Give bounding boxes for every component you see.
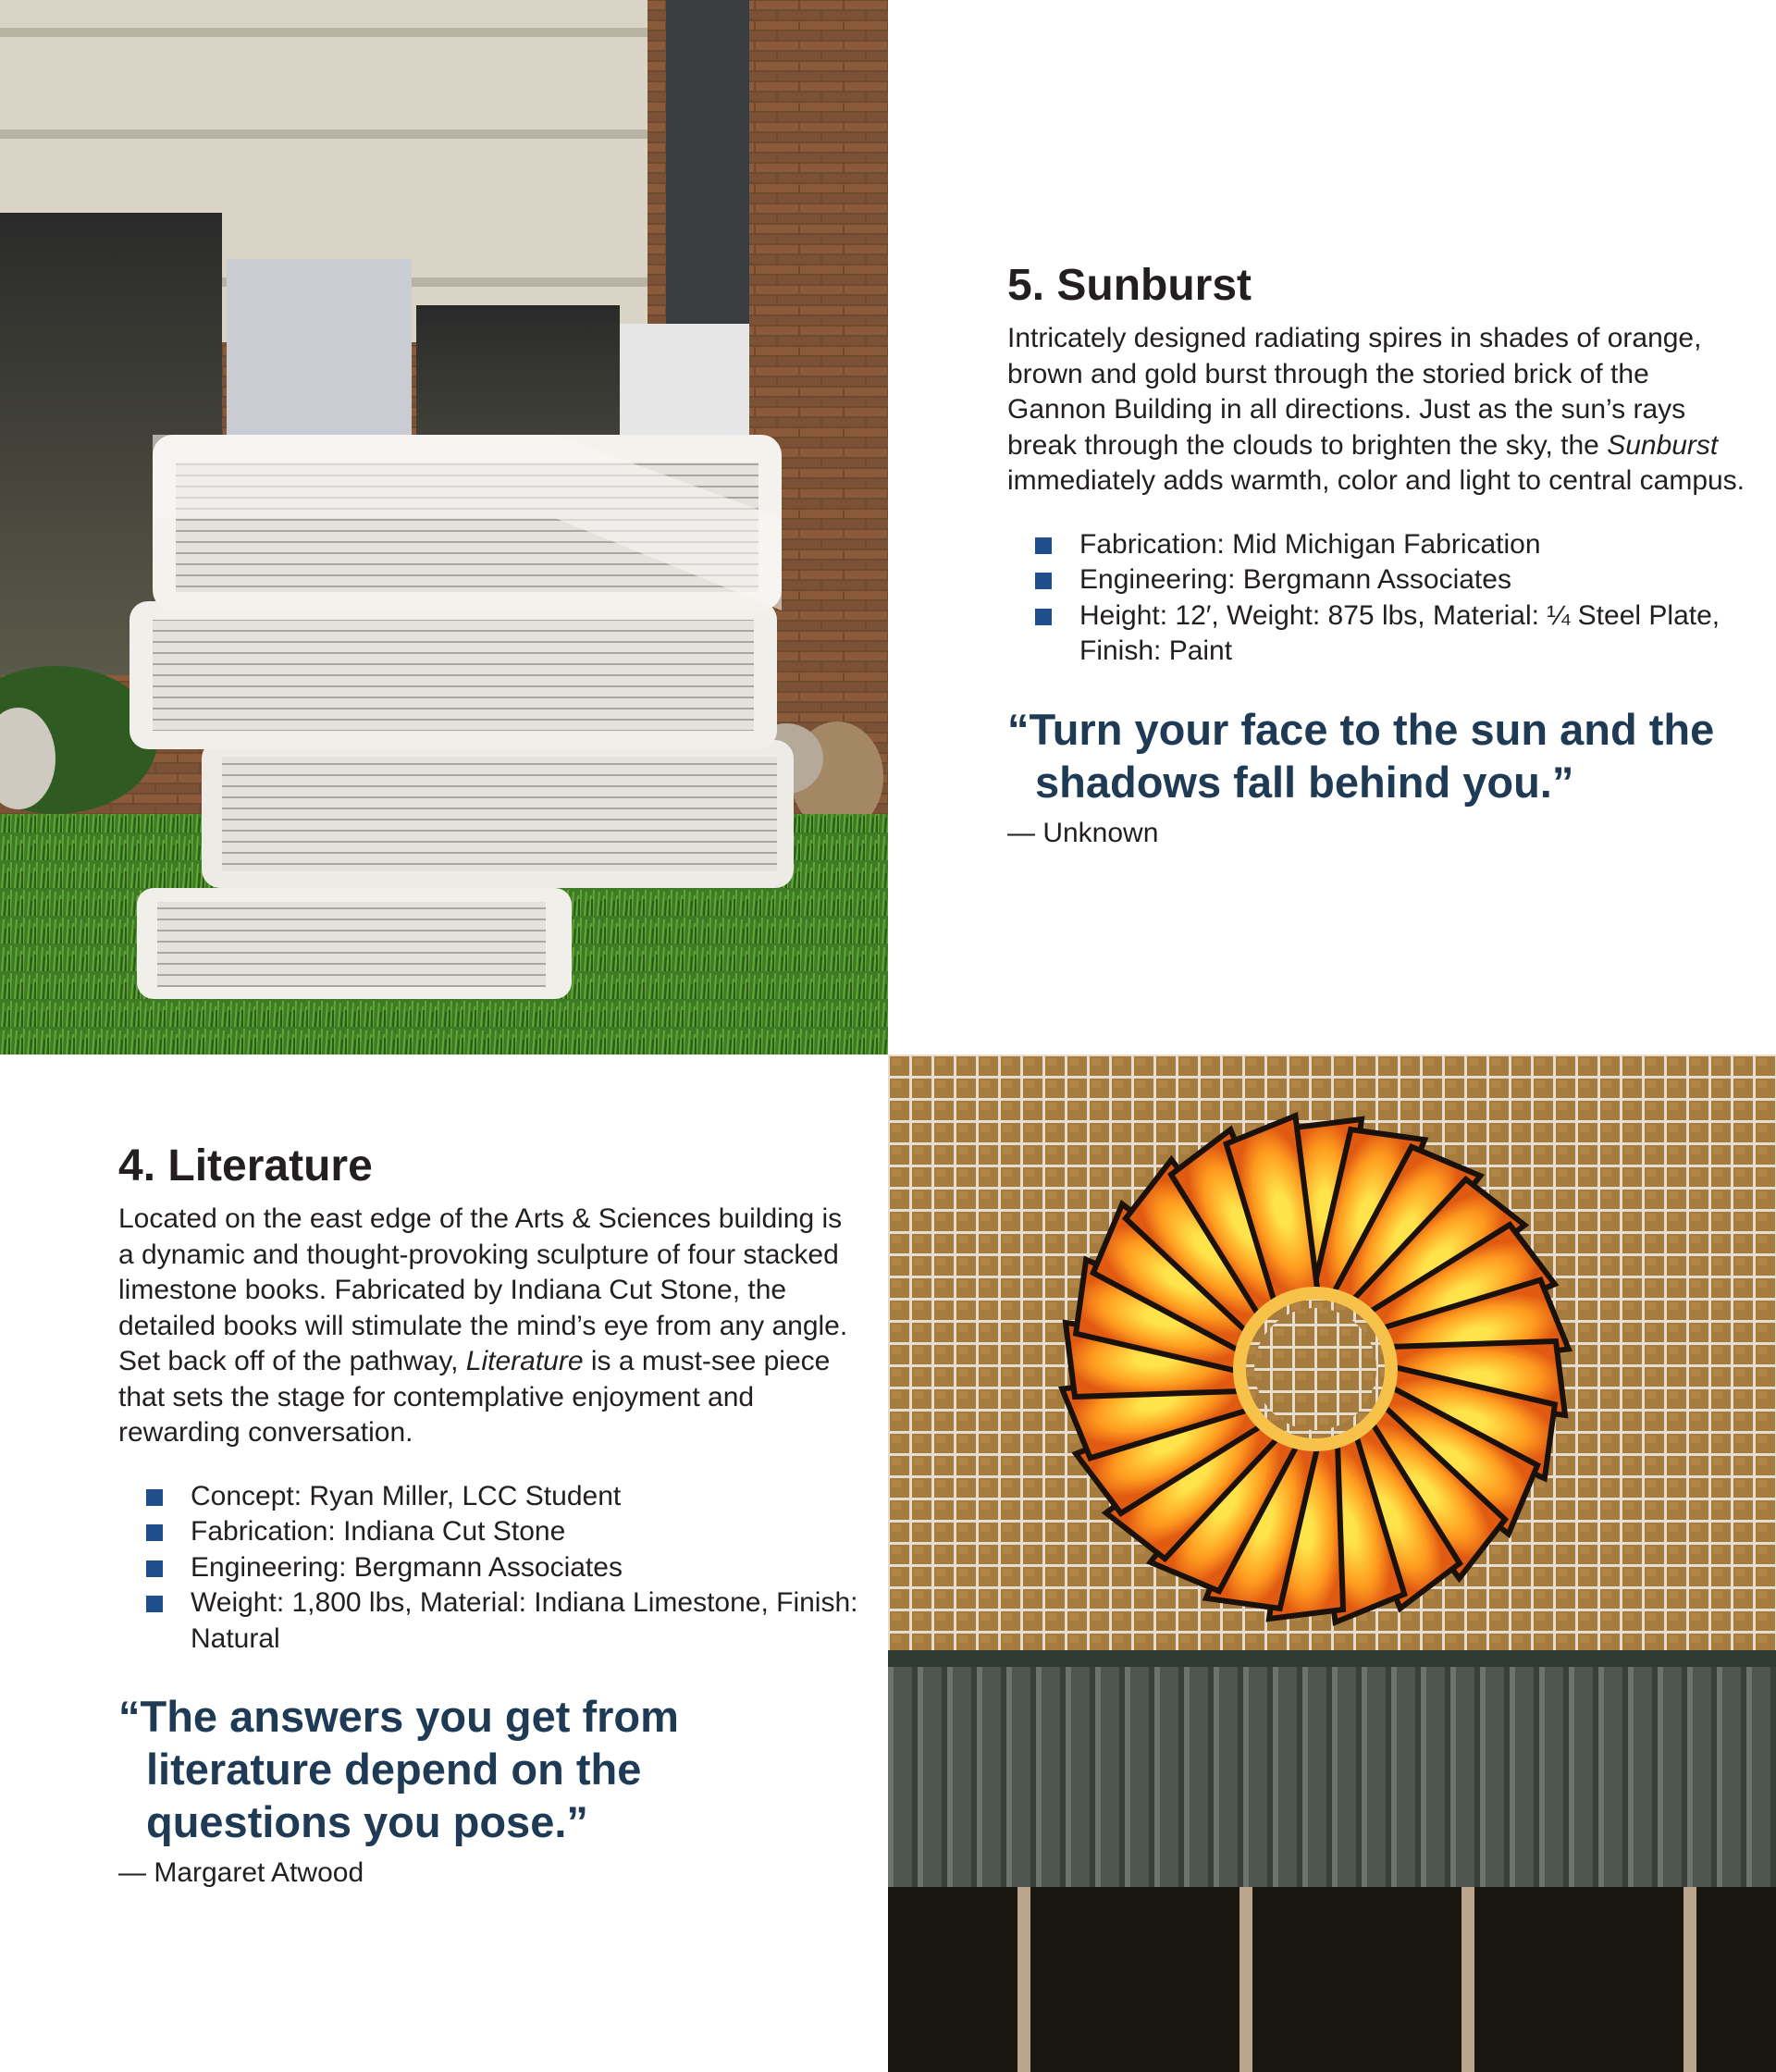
sunburst-quote: “Turn your face to the sun and the shadows fall behind you.” [1007, 704, 1715, 807]
spec-text: Fabrication: Mid Michigan Fabrication [1079, 528, 1541, 560]
sunburst-title: 5. Sunburst [1007, 261, 1252, 310]
sunburst-spec-list [1007, 527, 1747, 670]
square-bullet-icon [146, 1596, 163, 1612]
spec-text: Engineering: Bergmann Associates [191, 1551, 623, 1583]
literature-title: 4. Literature [118, 1141, 373, 1190]
spec-list-item [146, 1585, 858, 1657]
spec-text: Height: 12′, Weight: 875 lbs, Material: ¼ Steel Plate, Finish: Paint [1079, 599, 1720, 666]
spec-list-item [146, 1550, 858, 1586]
spec-text: Concept: Ryan Miller, LCC Student [191, 1480, 622, 1511]
sunburst-sculpture-illustration [888, 1054, 1776, 2072]
literature-article [118, 1141, 858, 1891]
spec-text: Weight: 1,800 lbs, Material: Indiana Limestone, Finish: Natural [191, 1587, 858, 1654]
literature-quote: “The answers you get from literature depend on the questions you pose.” [118, 1692, 679, 1846]
literature-spec-list [118, 1479, 858, 1658]
square-bullet-icon [146, 1524, 163, 1541]
literature-sculpture-photo [0, 0, 888, 1054]
spec-list-item [146, 1514, 858, 1550]
square-bullet-icon [1035, 573, 1052, 589]
sunburst-description-text-end: immediately adds warmth, color and light to central campus. [1007, 465, 1745, 496]
sunburst-quote-attribution: — Unknown [1007, 817, 1159, 848]
sunburst-description [1007, 321, 1747, 500]
sunburst-sculpture-photo [888, 1054, 1776, 2072]
sunburst-article [1007, 260, 1747, 851]
literature-description-text-end: is a must-see piece that sets the stage for contemplative enjoyment and rewarding conversation. [118, 1346, 831, 1448]
spec-list-item [1035, 562, 1747, 598]
literature-description [118, 1202, 858, 1451]
square-bullet-icon [1035, 537, 1052, 554]
literature-description-text: Located on the east edge of the Arts & Sciences building is a dynamic and thought-provoking sculpture of four stacked limestone books. Fabricated by Indiana Cut Stone, the detailed books will stimulate the mind’s eye from any angle. Set back off of the pathway, [118, 1203, 848, 1376]
sunburst-description-text: Intricately designed radiating spires in shades of orange, brown and gold burst through the storied brick of the Gannon Building in all directions. Just as the sun’s rays break through the clouds to brighten the sky, the [1007, 323, 1702, 461]
spec-list-item [1035, 598, 1747, 670]
square-bullet-icon [146, 1560, 163, 1577]
square-bullet-icon [146, 1489, 163, 1506]
spec-list-item [146, 1479, 858, 1515]
spec-list-item [1035, 527, 1747, 563]
literature-quote-attribution: — Margaret Atwood [118, 1857, 364, 1888]
sunburst-description-italic: Sunburst [1607, 429, 1719, 461]
literature-sculpture-illustration [0, 0, 888, 1054]
literature-description-italic: Literature [465, 1346, 584, 1376]
spec-text: Fabrication: Indiana Cut Stone [191, 1516, 566, 1547]
square-bullet-icon [1035, 609, 1052, 625]
spec-text: Engineering: Bergmann Associates [1079, 564, 1511, 595]
